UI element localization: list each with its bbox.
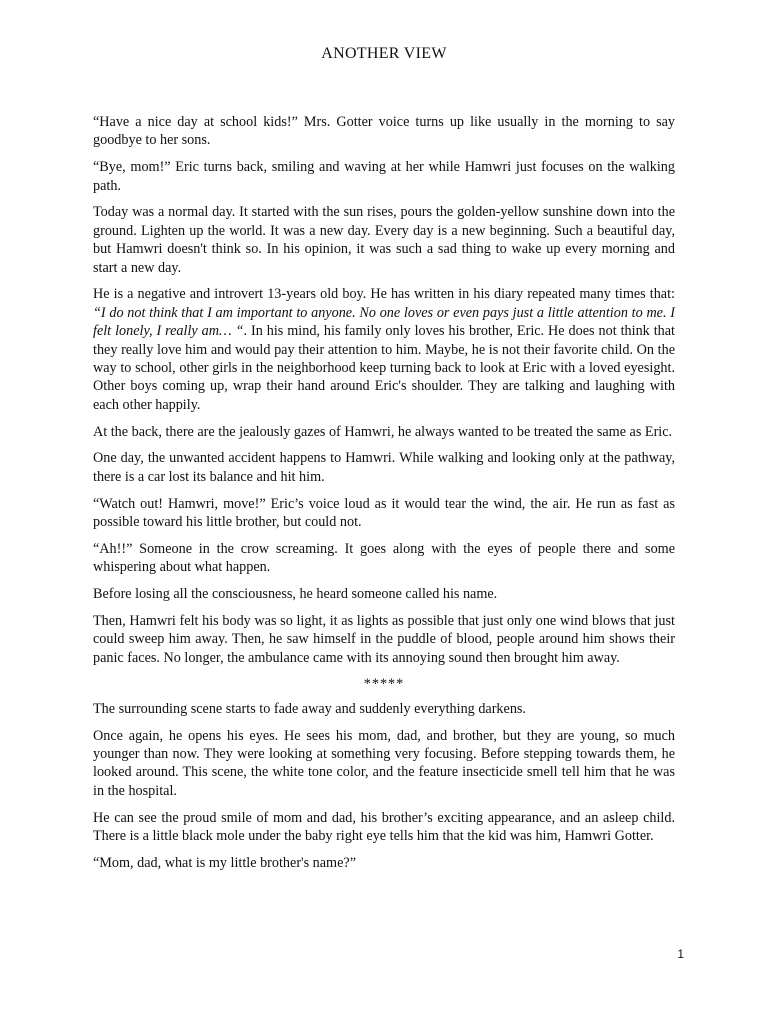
paragraph-6: One day, the unwanted accident happens to Hamwri. While walking and looking only at the pathway, there is a car lost its balance and hit him. — [93, 450, 675, 485]
paragraph-11: The surrounding scene starts to fade away and suddenly everything darkens. — [93, 700, 526, 717]
paragraph-1: “Have a nice day at school kids!” Mrs. Gotter voice turns up like usually in the morning to say goodbye to her sons. — [93, 114, 675, 149]
paragraph-13: He can see the proud smile of mom and dad, his brother’s exciting appearance, and an asleep child. There is a little black mole under the baby right eye tells him that the kid was him, Hamwri Gotter. — [93, 809, 675, 845]
paragraph-3: Today was a normal day. It started with the sun rises, pours the golden-yellow sunshine down into the ground. Lighten up the world. It was a new day. Every day is a new beginning. Such a beautiful day, but Hamwri doesn't think so. In his opinion, it was such a sad thing to wake up every morning and start a new day. — [93, 204, 675, 276]
document-title: ANOTHER VIEW — [321, 45, 447, 62]
paragraph-10: Then, Hamwri felt his body was so light, it as lights as possible that just only one wind blows that just could sweep him away. Then, he saw himself in the puddle of blood, people around him shows their panic faces. No longer, the ambulance came with its annoying sound then brought him away. — [93, 612, 675, 666]
page-number: 1 — [677, 947, 684, 961]
diary-quote: “I do not think that I am important to anyone. No one loves or even pays just a little attention to me. I felt lonely, I really am… “ — [93, 304, 675, 340]
document-body — [93, 113, 675, 881]
paragraph-4 — [93, 285, 675, 414]
paragraph-8: “Ah!!” Someone in the crow screaming. It goes along with the eyes of people there and some whispering about what happen. — [93, 540, 675, 576]
paragraph-4-intro: He is a negative and introvert 13-years old boy. He has written in his diary repeated many times that: — [93, 286, 675, 303]
paragraph-5: At the back, there are the jealously gazes of Hamwri, he always wanted to be treated the same as Eric. — [93, 423, 673, 440]
paragraph-12: Once again, he opens his eyes. He sees his mom, dad, and brother, but they are young, so much younger than now. They were looking at something very focusing. Before stepping towards them, he looked around. This scene, the white tone color, and the feature insecticide smell tell him that he was in the hospital. — [93, 727, 675, 799]
paragraph-2: “Bye, mom!” Eric turns back, smiling and waving at her while Hamwri just focuses on the walking path. — [93, 159, 675, 194]
paragraph-4-rest: . In his mind, his family only loves his brother, Eric. He does not think that they really love him and would pay their attention to him. Maybe, he is not their favorite child. On the way to school, other girls in the neighborhood keep turning back to look at Eric with a loved eyesight. Other boys coming up, wrap their hand around Eric's shoulder. They are talking and laughing with each other happily. — [93, 323, 675, 413]
section-divider: ***** — [363, 676, 405, 693]
paragraph-9: Before losing all the consciousness, he heard someone called his name. — [93, 586, 498, 603]
paragraph-7: “Watch out! Hamwri, move!” Eric’s voice loud as it would tear the wind, the air. He run as fast as possible toward his little brother, but could not. — [93, 495, 675, 531]
paragraph-14: “Mom, dad, what is my little brother's name?” — [93, 854, 356, 871]
